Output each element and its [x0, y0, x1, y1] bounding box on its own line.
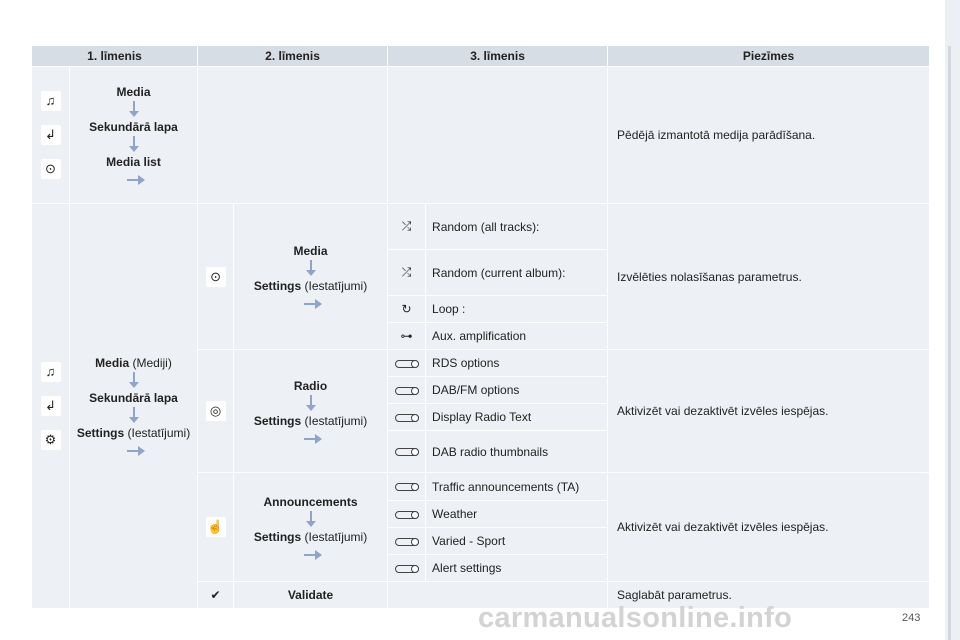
arrow-down-icon — [128, 136, 140, 153]
radio-group-navigation — [234, 350, 388, 473]
level2-settings-suffix: (Iestatījumi) — [301, 529, 368, 544]
nav-secondary-page: Sekundārā lapa — [89, 120, 178, 134]
row2-icons — [32, 204, 70, 609]
row1-level2-empty — [198, 67, 388, 204]
arrow-down-icon — [128, 101, 140, 118]
announce-group-navigation — [234, 473, 388, 582]
arrow-down-icon — [305, 395, 317, 412]
announce-group-icon-cell — [198, 473, 234, 582]
arrow-right-icon — [127, 446, 145, 456]
toggle-switch-icon — [388, 350, 426, 377]
option-weather: Weather — [426, 501, 608, 528]
nav-settings-suffix: (Iestatījumi) — [124, 426, 191, 440]
music-note-icon: ♫ — [41, 362, 61, 382]
arrow-right-icon — [304, 434, 322, 444]
row1-icons — [32, 67, 70, 204]
row2-navigation — [70, 204, 198, 609]
level2-settings-suffix: (Iestatījumi) — [301, 413, 368, 428]
arrow-right-icon — [127, 175, 145, 185]
option-random-all: Random (all tracks): — [426, 204, 608, 250]
option-varied-sport: Varied - Sport — [426, 528, 608, 555]
radio-antenna-icon: ◎ — [206, 401, 226, 421]
nav-settings: Settings — [76, 426, 125, 440]
radio-group-note: Aktivizēt vai dezaktivēt izvēles iespējas. — [608, 350, 930, 473]
checkmark-icon: ✔ — [198, 582, 234, 609]
page-number: 243 — [902, 612, 921, 624]
media-list-icon: ⊙ — [41, 159, 61, 179]
announce-group-note: Aktivizēt vai dezaktivēt izvēles iespējas. — [608, 473, 930, 582]
back-arrow-icon: ↲ — [41, 125, 61, 145]
header-notes: Piezīmes — [608, 46, 930, 67]
nav-media: Media — [95, 356, 130, 370]
option-random-album: Random (current album): — [426, 250, 608, 296]
level2-radio: Radio — [293, 378, 328, 393]
arrow-down-icon — [305, 260, 317, 277]
option-traffic: Traffic announcements (TA) — [426, 473, 608, 501]
toggle-switch-icon — [388, 404, 426, 431]
header-level3: 3. līmenis — [388, 46, 608, 67]
shuffle-all-icon: ⤮ — [388, 204, 426, 250]
header-level1: 1. līmenis — [32, 46, 198, 67]
table-row-media-random-all — [32, 204, 930, 250]
media-disc-icon: ⊙ — [206, 267, 226, 287]
toggle-switch-icon — [388, 473, 426, 501]
option-aux-amplification: Aux. amplification — [426, 323, 608, 350]
media-group-note: Izvēlēties nolasīšanas parametrus. — [608, 204, 930, 350]
level2-announcements: Announcements — [263, 494, 358, 509]
menu-table — [31, 45, 930, 609]
nav-media-list: Media list — [106, 155, 161, 169]
shuffle-album-icon: ⤮ — [388, 250, 426, 296]
radio-group-icon-cell — [198, 350, 234, 473]
validate-note: Saglabāt parametrus. — [608, 582, 930, 609]
toggle-switch-icon — [388, 431, 426, 473]
arrow-right-icon — [304, 550, 322, 560]
page-edge-tab — [945, 0, 960, 640]
table-row-media-list — [32, 67, 930, 204]
validate-label: Validate — [234, 582, 388, 609]
level2-settings: Settings — [253, 413, 302, 428]
option-display-radio-text: Display Radio Text — [426, 404, 608, 431]
option-dab-fm: DAB/FM options — [426, 377, 608, 404]
level2-settings-suffix: (Iestatījumi) — [301, 279, 368, 293]
toggle-switch-icon — [388, 501, 426, 528]
toggle-switch-icon — [388, 555, 426, 582]
arrow-down-icon — [128, 407, 140, 424]
nav-media-suffix: (Mediji) — [129, 356, 172, 370]
arrow-down-icon — [305, 511, 317, 528]
level2-settings: Settings — [253, 529, 302, 544]
level2-settings: Settings — [253, 279, 302, 293]
back-arrow-icon: ↲ — [41, 396, 61, 416]
aux-amplification-icon: ⊶ — [388, 323, 426, 350]
nav-secondary-page: Sekundārā lapa — [89, 391, 178, 405]
nav-media: Media — [116, 85, 151, 99]
settings-gear-icon: ⚙ — [41, 430, 61, 450]
row1-level3-empty — [388, 67, 608, 204]
media-group-navigation — [234, 204, 388, 350]
option-dab-thumbnails: DAB radio thumbnails — [426, 431, 608, 473]
media-group-icon-cell — [198, 204, 234, 350]
option-alert-settings: Alert settings — [426, 555, 608, 582]
toggle-switch-icon — [388, 377, 426, 404]
option-loop: Loop : — [426, 296, 608, 323]
row1-navigation — [70, 67, 198, 204]
header-row — [32, 46, 930, 67]
arrow-right-icon — [304, 299, 322, 309]
announcement-hand-icon: ☝ — [206, 517, 226, 537]
level2-media: Media — [293, 244, 328, 258]
music-note-icon: ♫ — [41, 91, 61, 111]
arrow-down-icon — [128, 372, 140, 389]
watermark: carmanualsonline.info — [478, 602, 793, 634]
loop-icon: ↻ — [388, 296, 426, 323]
row1-note: Pēdējā izmantotā medija parādīšana. — [608, 67, 930, 204]
option-rds: RDS options — [426, 350, 608, 377]
page-edge-line — [948, 46, 951, 640]
toggle-switch-icon — [388, 528, 426, 555]
header-level2: 2. līmenis — [198, 46, 388, 67]
